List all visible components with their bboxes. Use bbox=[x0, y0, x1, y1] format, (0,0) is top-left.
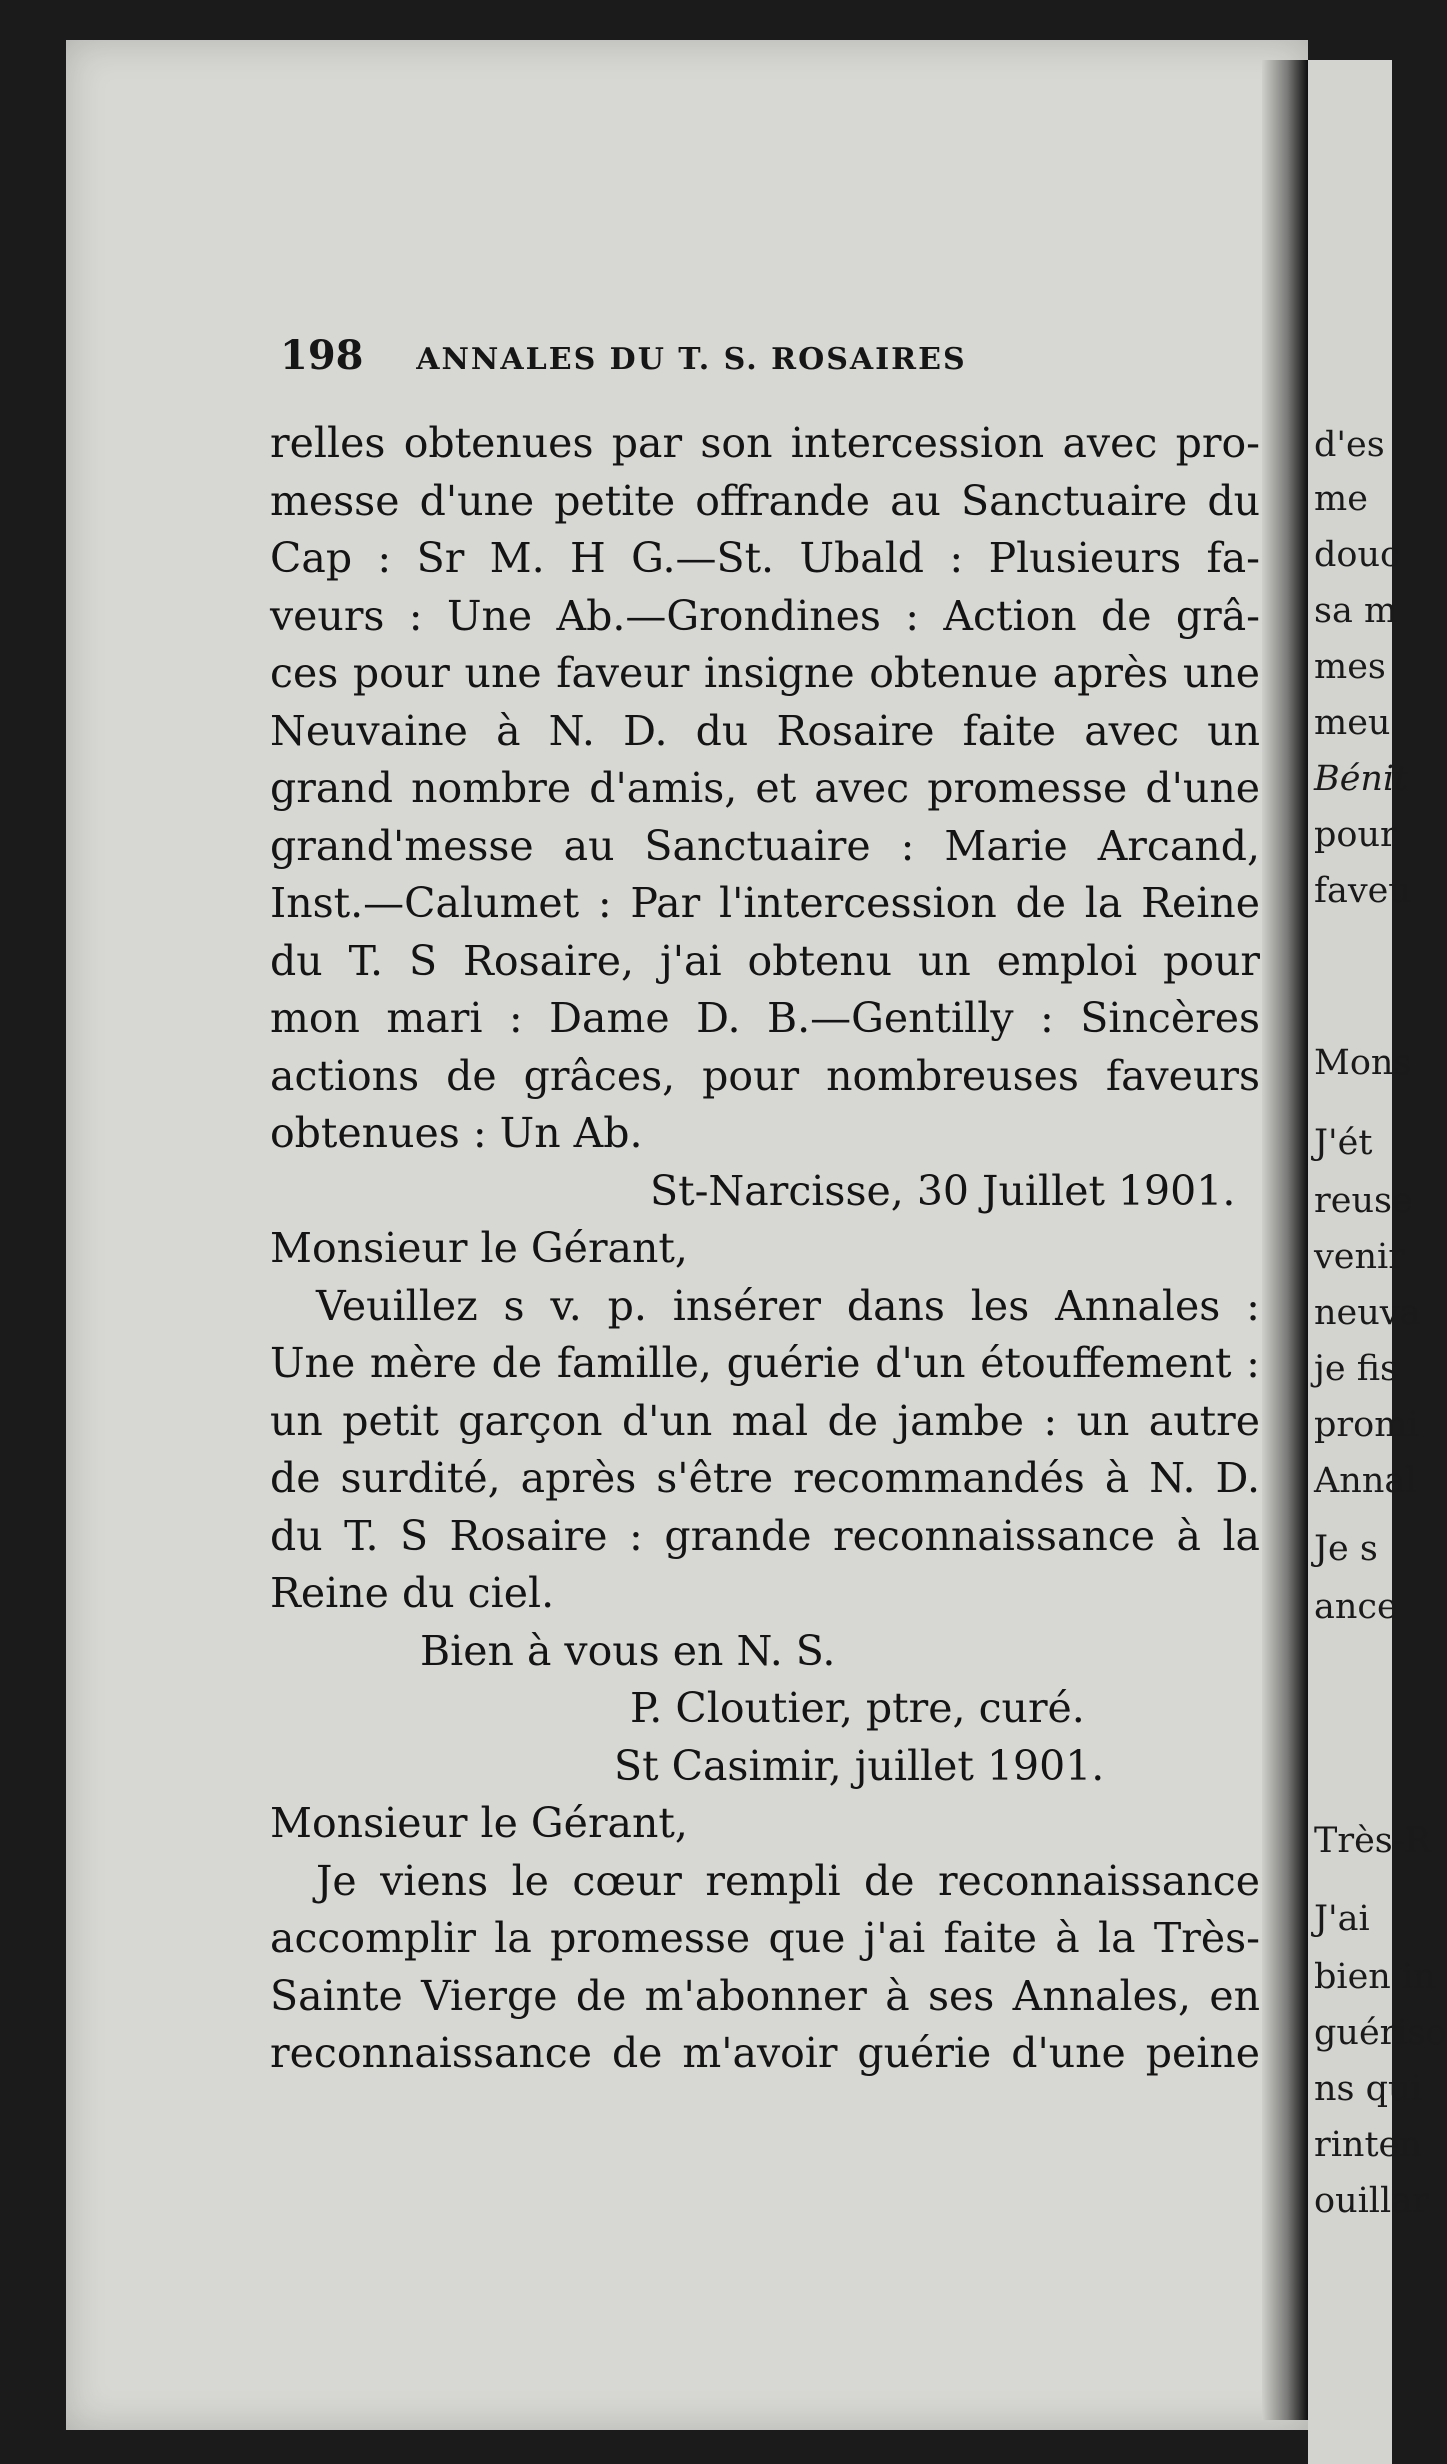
text-line: relles obtenues par son intercession avec pro- bbox=[270, 419, 1260, 467]
book-gutter bbox=[1262, 60, 1308, 2420]
fragment-line: meu bbox=[1314, 703, 1391, 743]
fragment-line: faveu bbox=[1314, 871, 1411, 911]
fragment-line: douc bbox=[1314, 535, 1400, 575]
fragment-line: bien in bbox=[1314, 1957, 1436, 1997]
text-line: Veuillez s v. p. insérer dans les Annales : bbox=[316, 1281, 1260, 1330]
fragment-line: guériso bbox=[1314, 2013, 1447, 2053]
text-line: Neuvaine à N. D. du Rosaire faite avec un bbox=[270, 706, 1260, 755]
page-number: 198 bbox=[280, 332, 364, 379]
text-line: Une mère de famille, guérie d'un étouffement : bbox=[270, 1339, 1260, 1387]
text-line: Cap : Sr M. H G.—St. Ubald : Plusieurs fa- bbox=[270, 534, 1260, 582]
text-line: Je viens le cœur rempli de reconnaissance bbox=[316, 1856, 1260, 1905]
fragment-line: d'es bbox=[1314, 425, 1385, 465]
fragment-line: ance bbox=[1314, 1587, 1398, 1627]
text-line: Sainte Vierge de m'abonner à ses Annales, en bbox=[270, 1971, 1260, 2020]
fragment-line: je fis bbox=[1314, 1349, 1398, 1389]
fragment-line: J'ai bbox=[1314, 1899, 1370, 1939]
signature: P. Cloutier, ptre, curé. bbox=[630, 1684, 1085, 1732]
fragment-line: promi bbox=[1314, 1405, 1419, 1445]
text-line: accomplir la promesse que j'ai faite à la Très- bbox=[270, 1914, 1260, 1962]
fragment-line: me bbox=[1314, 479, 1368, 519]
text-line: veurs : Une Ab.—Grondines : Action de grâ- bbox=[270, 591, 1260, 640]
closing: Bien à vous en N. S. bbox=[420, 1626, 836, 1675]
fragment-line: Bénit bbox=[1314, 759, 1409, 799]
page-body bbox=[270, 415, 1260, 2083]
text-line: de surdité, après s'être recommandés à N. D. bbox=[270, 1454, 1260, 1502]
fragment-line: Je s bbox=[1314, 1529, 1378, 1569]
fragment-line: Mons bbox=[1314, 1043, 1412, 1083]
fragment-line: mes bbox=[1314, 647, 1386, 687]
fragment-line: J'ét bbox=[1314, 1123, 1373, 1163]
fragment-line: venir bbox=[1314, 1237, 1405, 1277]
running-title: ANNALES DU T. S. ROSAIRES bbox=[416, 342, 967, 377]
fragment-line: rinten bbox=[1314, 2125, 1422, 2165]
text-line: ces pour une faveur insigne obtenue après une bbox=[270, 649, 1260, 697]
fragment-line: reuse bbox=[1314, 1181, 1413, 1221]
fragment-line: ns qui bbox=[1314, 2069, 1422, 2109]
adjacent-page-fragment bbox=[1308, 60, 1447, 2464]
text-line: Inst.—Calumet : Par l'intercession de la Reine bbox=[270, 879, 1260, 927]
running-header bbox=[280, 332, 1260, 379]
text-line: Reine du ciel. bbox=[270, 1569, 555, 1617]
fragment-line: Très-R bbox=[1314, 1821, 1431, 1861]
fragment-line: neuva bbox=[1314, 1293, 1421, 1333]
text-line: du T. S Rosaire, j'ai obtenu un emploi pour bbox=[270, 936, 1260, 985]
text-line: mon mari : Dame D. B.—Gentilly : Sincères bbox=[270, 994, 1260, 1042]
salutation: Monsieur le Gérant, bbox=[270, 1799, 688, 1847]
salutation: Monsieur le Gérant, bbox=[270, 1224, 688, 1272]
dateline: St-Narcisse, 30 Juillet 1901. bbox=[650, 1166, 1236, 1215]
text-line: reconnaissance de m'avoir guérie d'une peine bbox=[270, 2029, 1260, 2077]
dateline: St Casimir, juillet 1901. bbox=[614, 1741, 1105, 1790]
fragment-line: pour bbox=[1314, 815, 1397, 855]
fragment-line: Annal bbox=[1314, 1461, 1417, 1501]
text-line: obtenues : Un Ab. bbox=[270, 1109, 643, 1157]
fragment-line: ouillar bbox=[1314, 2181, 1429, 2221]
text-line: messe d'une petite offrande au Sanctuaire du bbox=[270, 476, 1260, 525]
fragment-line: sa m bbox=[1314, 591, 1398, 631]
text-line: un petit garçon d'un mal de jambe : un autre bbox=[270, 1396, 1260, 1445]
text-line: grand nombre d'amis, et avec promesse d'une bbox=[270, 764, 1260, 812]
text-line: du T. S Rosaire : grande reconnaissance à la bbox=[270, 1511, 1260, 1560]
text-line: grand'messe au Sanctuaire : Marie Arcand, bbox=[270, 821, 1260, 870]
text-line: actions de grâces, pour nombreuses faveurs bbox=[270, 1051, 1260, 1100]
